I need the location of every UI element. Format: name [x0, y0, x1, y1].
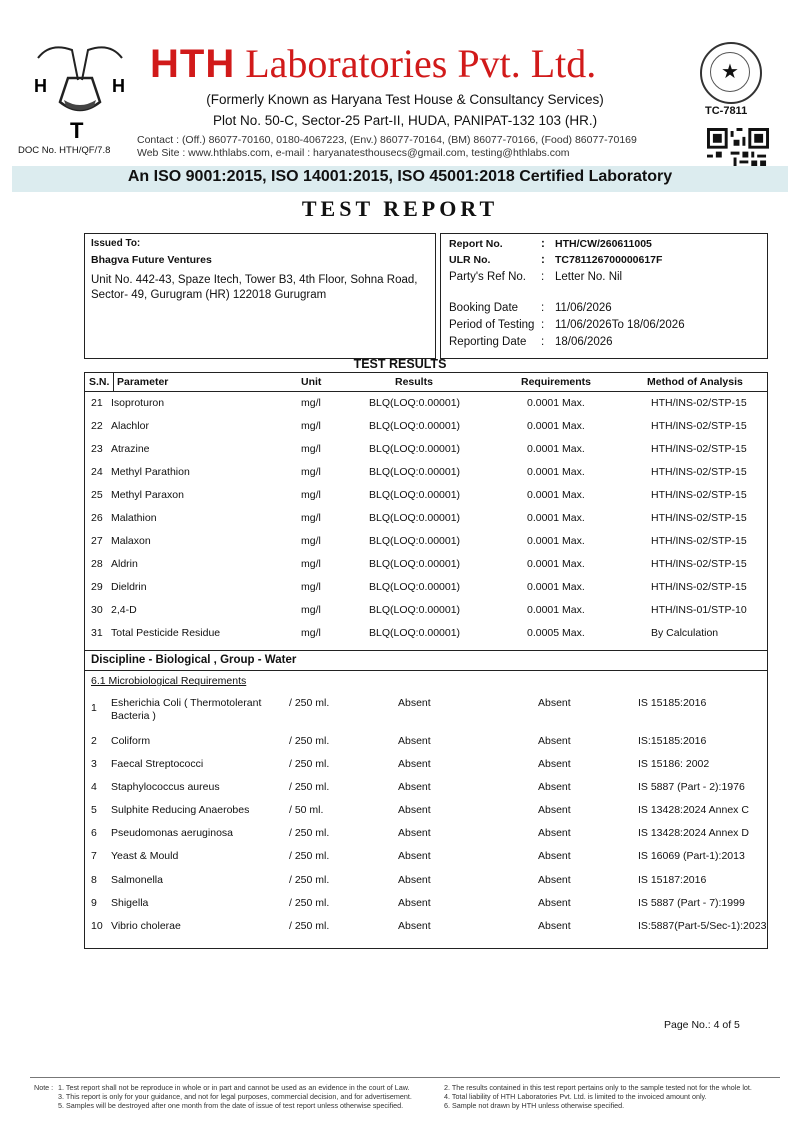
note-1: 1. Test report shall not be reproduce in whole or in part and cannot be used as an evidence in the court of Law. [58, 1083, 410, 1092]
row-sn: 26 [91, 512, 103, 524]
svg-text:H: H [112, 76, 125, 96]
row-sn: 23 [91, 443, 103, 455]
colon: : [541, 238, 545, 250]
row-parameter: Shigella [111, 897, 149, 909]
report-info-box [440, 233, 768, 359]
formerly-known-as: (Formerly Known as Haryana Test House & Consultancy Services) [206, 92, 604, 107]
row-parameter: Dieldrin [111, 581, 147, 593]
row-sn: 1 [91, 702, 97, 714]
row-unit: mg/l [301, 627, 321, 639]
row-result: BLQ(LOQ:0.00001) [369, 420, 461, 432]
col-header-parameter: Parameter [117, 376, 169, 388]
row-sn: 24 [91, 466, 103, 478]
reporting-date-value: 18/06/2026 [555, 336, 613, 348]
row-method: HTH/INS-02/STP-15 [651, 420, 747, 432]
row-unit: / 250 ml. [289, 920, 330, 932]
client-address-line2: Sector- 49, Gurugram (HR) 122018 Gurugram [91, 289, 327, 301]
divider [85, 391, 767, 392]
row-parameter: Staphylococcus aureus [111, 781, 220, 793]
row-result: BLQ(LOQ:0.00001) [369, 443, 461, 455]
table-row [85, 581, 767, 604]
table-row [85, 535, 767, 558]
row-parameter: Pseudomonas aeruginosa [111, 827, 234, 839]
row-method: IS 15186: 2002 [638, 758, 710, 770]
row-result: Absent [398, 781, 431, 793]
colon: : [541, 319, 545, 331]
report-no-value: HTH/CW/260611005 [555, 238, 652, 250]
discipline-heading: Discipline - Biological , Group - Water [91, 654, 297, 666]
row-method: IS:15185:2016 [638, 735, 707, 747]
micro-subheading: 6.1 Microbiological Requirements [91, 675, 247, 687]
row-method: IS:5887(Part-5/Sec-1):2023 [638, 920, 767, 932]
row-requirement: 0.0001 Max. [527, 581, 585, 593]
row-sn: 29 [91, 581, 103, 593]
row-sn: 25 [91, 489, 103, 501]
row-result: BLQ(LOQ:0.00001) [369, 512, 461, 524]
row-result: Absent [398, 697, 431, 709]
hth-logo [30, 40, 130, 140]
row-parameter: Methyl Parathion [111, 466, 190, 478]
row-unit: mg/l [301, 581, 321, 593]
row-requirement: 0.0001 Max. [527, 420, 585, 432]
notes-left [58, 1083, 412, 1110]
row-result: Absent [398, 758, 431, 770]
table-row [85, 466, 767, 489]
row-result: BLQ(LOQ:0.00001) [369, 558, 461, 570]
issued-to-label: Issued To: [91, 238, 141, 249]
row-parameter: Sulphite Reducing Anaerobes [111, 804, 250, 816]
table-row [85, 627, 767, 650]
row-sn: 31 [91, 627, 103, 639]
row-result: BLQ(LOQ:0.00001) [369, 489, 461, 501]
contact-web: Web Site : www.hthlabs.com, e-mail : haryanatesthousecs@gmail.com, testing@hthlabs.com [137, 147, 570, 159]
table-row [85, 443, 767, 466]
company-name-hth: HTH [150, 42, 236, 86]
row-requirement: Absent [538, 920, 571, 932]
row-unit: / 250 ml. [289, 758, 330, 770]
row-result: Absent [398, 850, 431, 862]
row-unit: / 250 ml. [289, 897, 330, 909]
divider [113, 373, 114, 391]
row-unit: mg/l [301, 397, 321, 409]
table-row [85, 604, 767, 627]
row-method: IS 5887 (Part - 7):1999 [638, 897, 745, 909]
row-requirement: 0.0005 Max. [527, 627, 585, 639]
row-parameter: Atrazine [111, 443, 150, 455]
row-parameter: Faecal Streptococci [111, 758, 204, 770]
row-sn: 2 [91, 735, 97, 747]
row-parameter-continued: Bacteria ) [111, 710, 156, 722]
row-requirement: Absent [538, 697, 571, 709]
row-method: HTH/INS-02/STP-15 [651, 443, 747, 455]
ulr-label: ULR No. [449, 254, 491, 266]
row-unit: / 50 ml. [289, 804, 324, 816]
table-row [85, 420, 767, 443]
row-sn: 10 [91, 920, 103, 932]
row-requirement: 0.0001 Max. [527, 466, 585, 478]
row-requirement: Absent [538, 781, 571, 793]
client-name: Bhagva Future Ventures [91, 254, 212, 266]
col-header-method: Method of Analysis [647, 376, 743, 388]
row-unit: / 250 ml. [289, 874, 330, 886]
row-unit: mg/l [301, 512, 321, 524]
row-method: IS 16069 (Part-1):2013 [638, 850, 745, 862]
row-requirement: 0.0001 Max. [527, 604, 585, 616]
col-header-requirements: Requirements [521, 376, 592, 388]
row-unit: mg/l [301, 604, 321, 616]
divider [85, 670, 767, 671]
row-method: IS 13428:2024 Annex D [638, 827, 749, 839]
row-requirement: Absent [538, 827, 571, 839]
row-sn: 21 [91, 397, 103, 409]
testing-period-value: 11/06/2026To 18/06/2026 [555, 319, 685, 331]
row-method: IS 5887 (Part - 2):1976 [638, 781, 745, 793]
row-requirement: Absent [538, 850, 571, 862]
table-row [85, 489, 767, 512]
row-parameter: 2,4-D [111, 604, 137, 616]
contact-info [137, 134, 637, 160]
colon: : [541, 271, 545, 283]
row-result: Absent [398, 920, 431, 932]
doc-number: DOC No. HTH/QF/7.8 [18, 145, 111, 156]
row-method: HTH/INS-02/STP-15 [651, 512, 747, 524]
row-sn: 4 [91, 781, 97, 793]
row-method: By Calculation [651, 627, 719, 639]
issued-to-box [84, 233, 436, 359]
row-parameter: Methyl Paraxon [111, 489, 184, 501]
row-result: BLQ(LOQ:0.00001) [369, 604, 461, 616]
row-parameter: Salmonella [111, 874, 163, 886]
row-result: BLQ(LOQ:0.00001) [369, 397, 461, 409]
row-requirement: 0.0001 Max. [527, 443, 585, 455]
col-header-unit: Unit [301, 376, 322, 388]
contact-phones: Contact : (Off.) 86077-70160, 0180-4067223, (Env.) 86077-70164, (BM) 86077-70166, (Food) 86077-70169 [137, 134, 637, 146]
row-parameter: Coliform [111, 735, 151, 747]
row-sn: 28 [91, 558, 103, 570]
row-sn: 7 [91, 850, 97, 862]
table-row [85, 558, 767, 581]
note-4: 4. Total liability of HTH Laboratories Pvt. Ltd. is limited to the invoiced amount only. [444, 1092, 707, 1101]
row-method: IS 13428:2024 Annex C [638, 804, 749, 816]
col-header-results: Results [395, 376, 433, 388]
client-address-line1: Unit No. 442-43, Spaze Itech, Tower B3, 4th Floor, Sohna Road, [91, 274, 418, 286]
colon: : [541, 302, 545, 314]
row-unit: / 250 ml. [289, 781, 330, 793]
row-requirement: Absent [538, 874, 571, 886]
col-header-sn: S.N. [89, 376, 110, 388]
party-ref-label: Party's Ref No. [449, 271, 526, 283]
row-parameter: Isoproturon [111, 397, 165, 409]
row-result: Absent [398, 874, 431, 886]
company-name-rest: Laboratories Pvt. Ltd. [245, 41, 597, 86]
row-method: HTH/INS-02/STP-15 [651, 397, 747, 409]
table-row [85, 512, 767, 535]
row-parameter: Esherichia Coli ( Thermotolerant [111, 697, 262, 709]
row-sn: 6 [91, 827, 97, 839]
row-result: Absent [398, 735, 431, 747]
row-requirement: Absent [538, 804, 571, 816]
report-title: TEST REPORT [301, 196, 499, 221]
row-unit: mg/l [301, 489, 321, 501]
footer-divider [30, 1077, 780, 1078]
row-parameter: Malathion [111, 512, 157, 524]
svg-text:H: H [34, 76, 47, 96]
row-parameter: Alachlor [111, 420, 149, 432]
row-requirement: 0.0001 Max. [527, 397, 585, 409]
company-address: Plot No. 50-C, Sector-25 Part-II, HUDA, PANIPAT-132 103 (HR.) [212, 113, 598, 128]
row-requirement: Absent [538, 897, 571, 909]
row-unit: / 250 ml. [289, 827, 330, 839]
row-method: HTH/INS-02/STP-15 [651, 489, 747, 501]
page-number: Page No.: 4 of 5 [664, 1019, 740, 1031]
row-unit: / 250 ml. [289, 697, 330, 709]
row-result: Absent [398, 804, 431, 816]
row-sn: 5 [91, 804, 97, 816]
row-result: Absent [398, 897, 431, 909]
testing-period-label: Period of Testing [449, 319, 535, 331]
row-parameter: Malaxon [111, 535, 151, 547]
report-no-label: Report No. [449, 238, 503, 250]
notes-label: Note : [34, 1083, 54, 1092]
row-sn: 22 [91, 420, 103, 432]
tc-code: TC-7811 [705, 105, 748, 117]
test-results-title: TEST RESULTS [353, 357, 447, 371]
row-requirement: Absent [538, 735, 571, 747]
row-result: BLQ(LOQ:0.00001) [369, 627, 461, 639]
divider [85, 650, 767, 651]
row-requirement: Absent [538, 758, 571, 770]
row-sn: 30 [91, 604, 103, 616]
row-requirement: 0.0001 Max. [527, 558, 585, 570]
row-parameter: Aldrin [111, 558, 138, 570]
row-method: HTH/INS-02/STP-15 [651, 535, 747, 547]
row-sn: 9 [91, 897, 97, 909]
row-sn: 3 [91, 758, 97, 770]
row-sn: 27 [91, 535, 103, 547]
row-result: BLQ(LOQ:0.00001) [369, 535, 461, 547]
row-parameter: Total Pesticide Residue [111, 627, 221, 639]
row-requirement: 0.0001 Max. [527, 535, 585, 547]
note-2: 2. The results contained in this test report pertains only to the sample tested not for the whole lot. [444, 1083, 752, 1092]
colon: : [541, 254, 545, 266]
party-ref-value: Letter No. Nil [555, 271, 623, 283]
note-6: 6. Sample not drawn by HTH unless otherwise specified. [444, 1101, 625, 1110]
colon: : [541, 336, 545, 348]
row-requirement: 0.0001 Max. [527, 489, 585, 501]
notes-right [444, 1083, 752, 1110]
iso-certification: An ISO 9001:2015, ISO 14001:2015, ISO 45001:2018 Certified Laboratory [127, 168, 673, 185]
company-name [150, 40, 596, 87]
ulr-value: TC781126700000617F [555, 254, 663, 266]
row-result: Absent [398, 827, 431, 839]
row-parameter: Yeast & Mould [111, 850, 179, 862]
row-unit: mg/l [301, 558, 321, 570]
row-unit: mg/l [301, 443, 321, 455]
row-method: HTH/INS-02/STP-15 [651, 466, 747, 478]
row-method: IS 15187:2016 [638, 874, 707, 886]
note-5: 5. Samples will be destroyed after one month from the date of issue of test report unless otherwise specified. [58, 1101, 404, 1110]
booking-date-value: 11/06/2026 [555, 302, 612, 314]
row-method: IS 15185:2016 [638, 697, 707, 709]
row-unit: / 250 ml. [289, 850, 330, 862]
row-method: HTH/INS-02/STP-15 [651, 558, 747, 570]
row-sn: 8 [91, 874, 97, 886]
row-requirement: 0.0001 Max. [527, 512, 585, 524]
booking-date-label: Booking Date [449, 302, 519, 314]
row-unit: mg/l [301, 535, 321, 547]
table-row [85, 397, 767, 420]
row-result: BLQ(LOQ:0.00001) [369, 581, 461, 593]
row-unit: mg/l [301, 420, 321, 432]
row-method: HTH/INS-01/STP-10 [651, 604, 747, 616]
row-result: BLQ(LOQ:0.00001) [369, 466, 461, 478]
svg-text:T: T [70, 118, 84, 140]
accreditation-seal-icon: ★ [700, 42, 762, 104]
results-table [84, 372, 768, 949]
reporting-date-label: Reporting Date [449, 336, 527, 348]
row-method: HTH/INS-02/STP-15 [651, 581, 747, 593]
note-3: 3. This report is only for your guidance, and not for legal purposes, commercial decision, and for advertisement. [58, 1092, 412, 1101]
row-parameter: Vibrio cholerae [111, 920, 181, 932]
row-unit: / 250 ml. [289, 735, 330, 747]
row-unit: mg/l [301, 466, 321, 478]
